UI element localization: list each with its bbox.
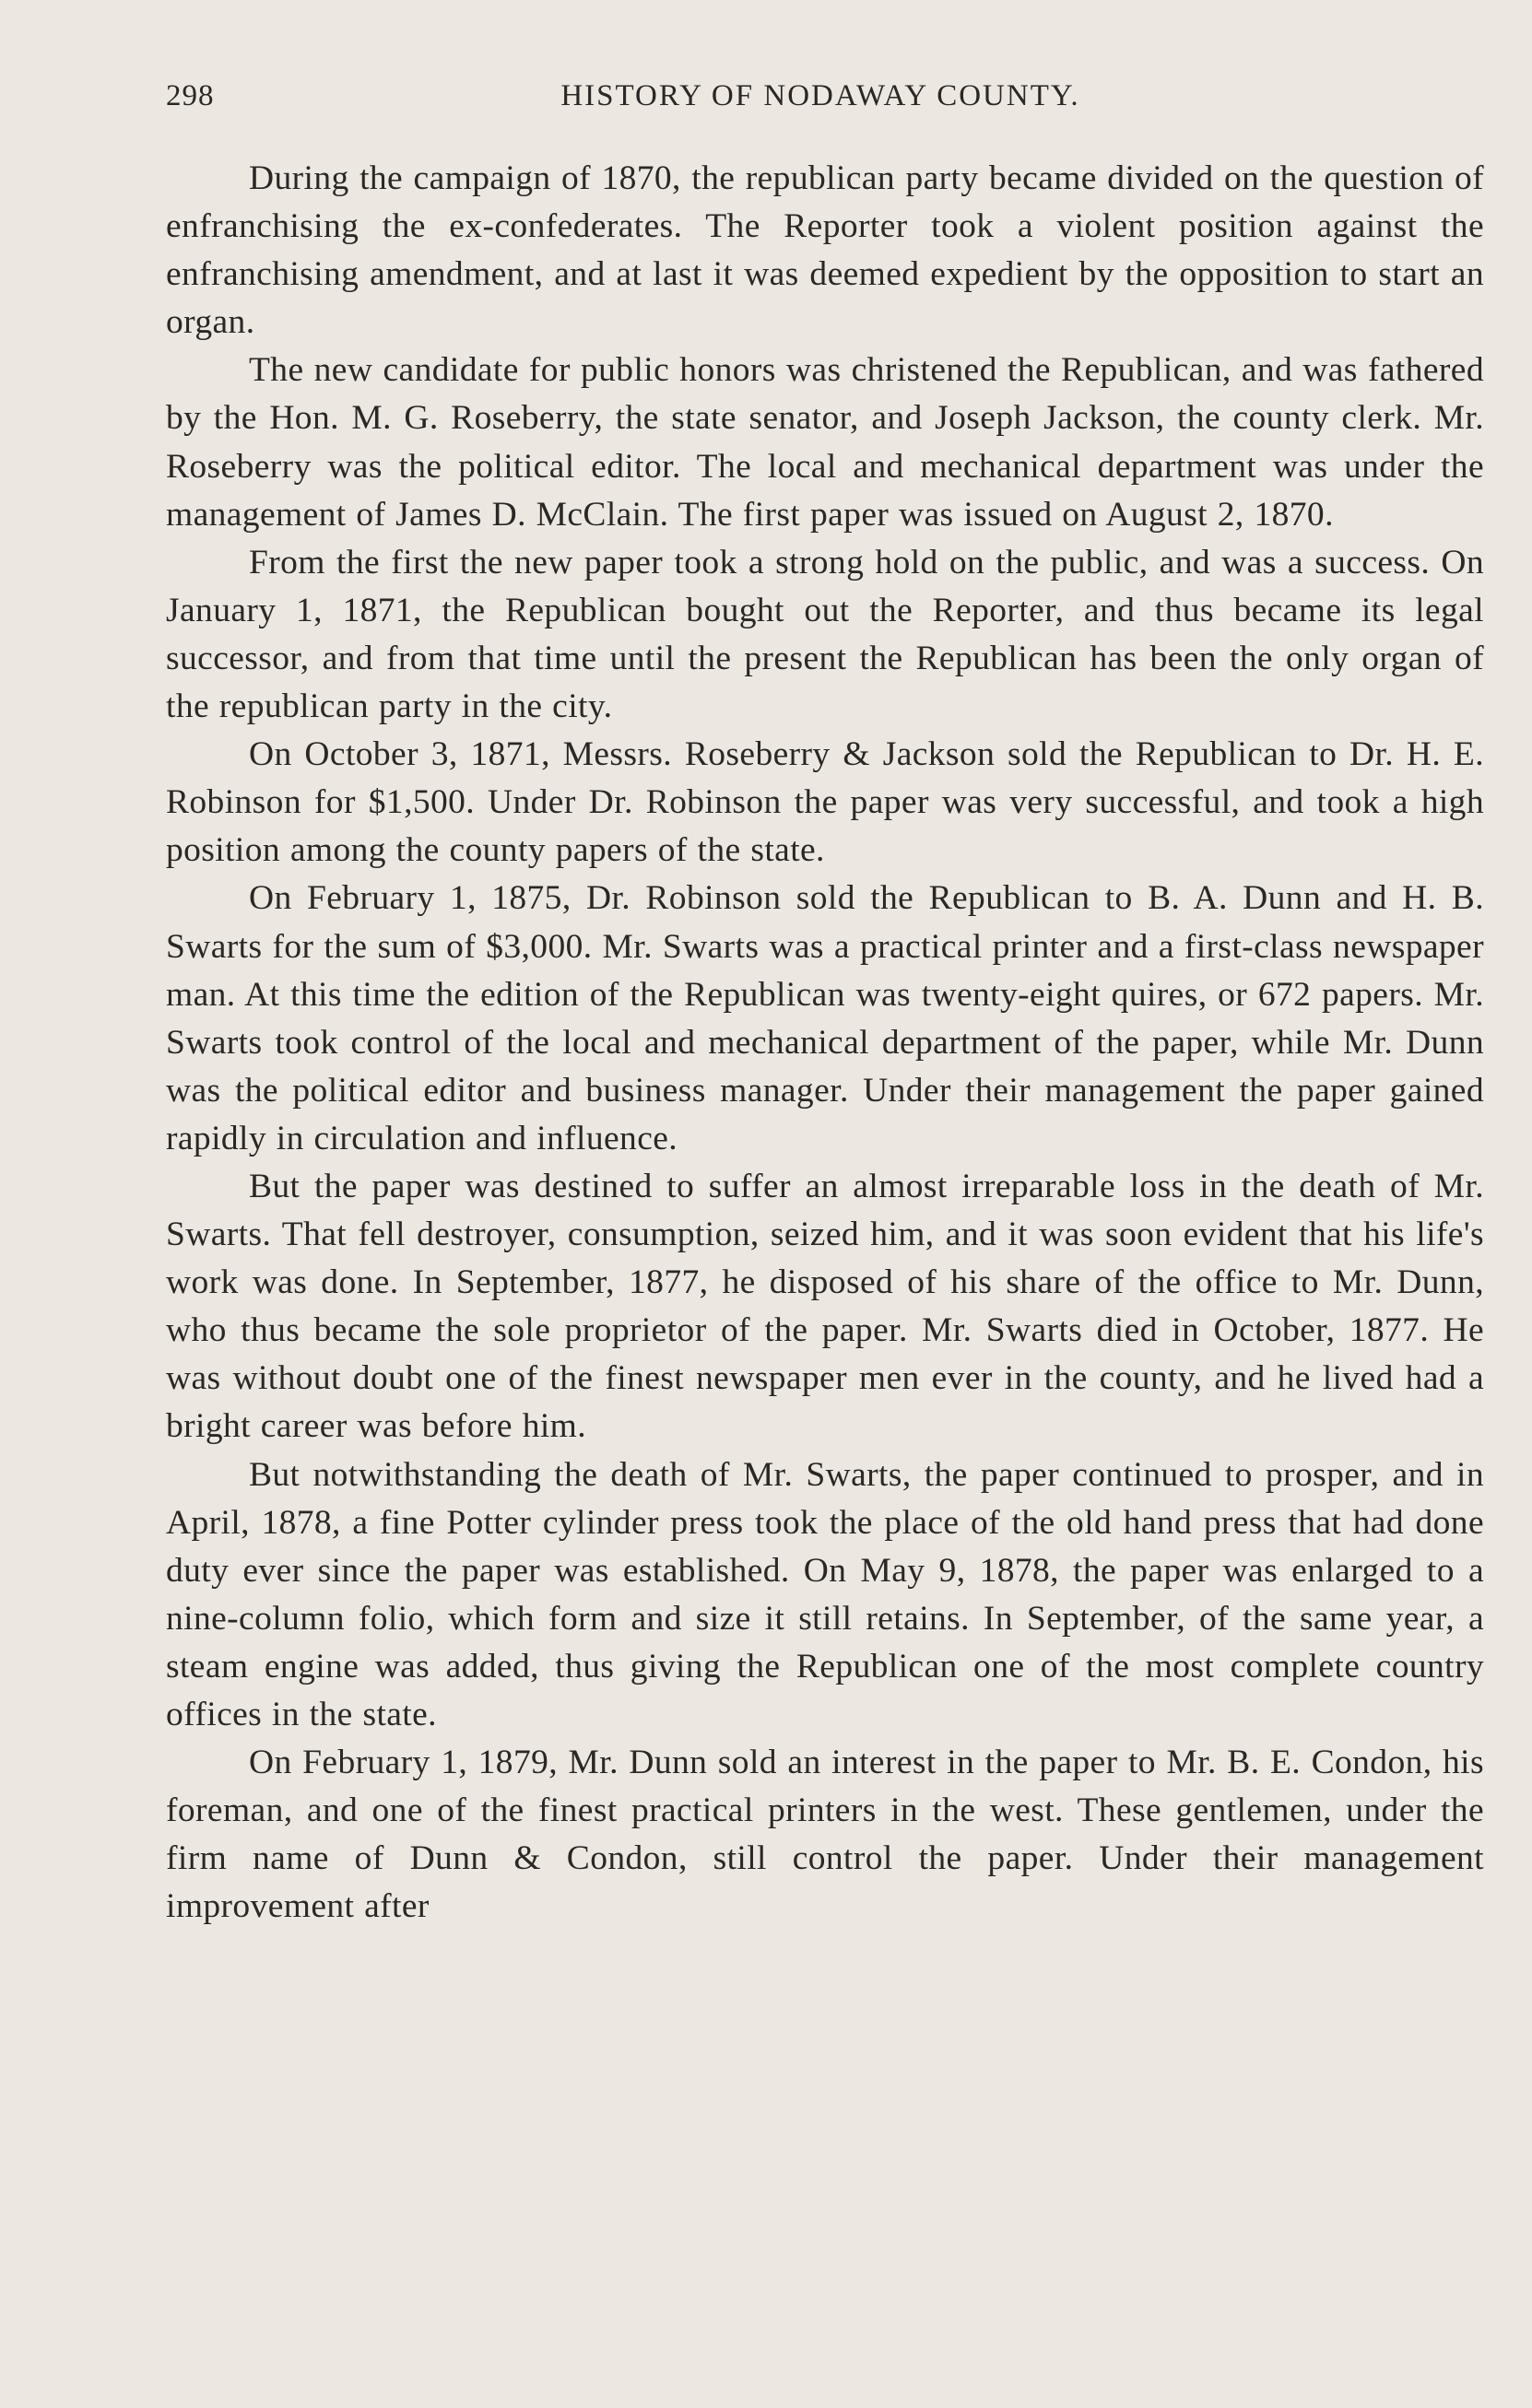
paragraph-republican-founding: The new candidate for public honors was christened the Republican, and was fathered by the Hon. M. G. Roseberry, the state senator, and Joseph Jackson, the county clerk. Mr. Roseberry was the political editor. The local and mechanical department was under the management of James D. McClain. The first paper was issued on August 2, 1870. — [166, 351, 1484, 534]
paragraph-death-of-swarts: But the paper was destined to suffer an almost irreparable loss in the death of Mr. Swarts. That fell destroyer, consumption, seized him, and it was soon evident that his life's work was done. In September, 1877, he disposed of his share of the office to Mr. Dunn, who thus became the sole proprietor of the paper. Mr. Swarts died in October, 1877. He was without doubt one of the finest newspaper men ever in the county, and he lived had a bright career was before him. — [166, 1167, 1484, 1446]
paragraph-dunn-swarts: On February 1, 1875, Dr. Robinson sold the Republican to B. A. Dunn and H. B. Swarts for the sum of $3,000. Mr. Swarts was a practical printer and a first-class newspaper man. At this time the edition of the Republican was twenty-eight quires, or 672 papers. Mr. Swarts took control of the local and mechanical department of the paper, while Mr. Dunn was the political editor and business manager. Under their management the paper gained rapidly in circulation and influence. — [166, 879, 1484, 1157]
paragraph-1870-campaign: During the campaign of 1870, the republican party became divided on the question of enfranchising the ex-confederates. The Reporter took a violent position against the enfranchising amendment, and at last it was deemed expedient by the opposition to start an organ. — [166, 159, 1484, 342]
paragraph-robinson-purchase: On October 3, 1871, Messrs. Roseberry & Jackson sold the Republican to Dr. H. E. Robinson for $1,500. Under Dr. Robinson the paper was very successful, and took a high position among the county papers of the state. — [166, 735, 1484, 870]
running-head — [166, 79, 1475, 135]
page-number: 298 — [166, 79, 215, 112]
paragraph-expansion: But notwithstanding the death of Mr. Swarts, the paper continued to prosper, and in April, 1878, a fine Potter cylinder press took the place of the old hand press that had done duty ever since the paper was established. On May 9, 1878, the paper was enlarged to a nine-column folio, which form and size it still retains. In September, of the same year, a steam engine was added, thus giving the Republican one of the most complete country offices in the state. — [166, 1455, 1484, 1733]
paragraph-early-success: From the first the new paper took a strong hold on the public, and was a success. On January 1, 1871, the Republican bought out the Reporter, and thus became its legal successor, and from that time until the present the Republican has been the only organ of the republican party in the city. — [166, 543, 1484, 726]
body-text — [166, 155, 1484, 1931]
running-title: HISTORY OF NODAWAY COUNTY. — [560, 79, 1080, 112]
paragraph-dunn-condon: On February 1, 1879, Mr. Dunn sold an interest in the paper to Mr. B. E. Condon, his foreman, and one of the finest practical printers in the west. These gentlemen, under the firm name of Dunn & Condon, still control the paper. Under their management improvement after — [166, 1744, 1484, 1926]
